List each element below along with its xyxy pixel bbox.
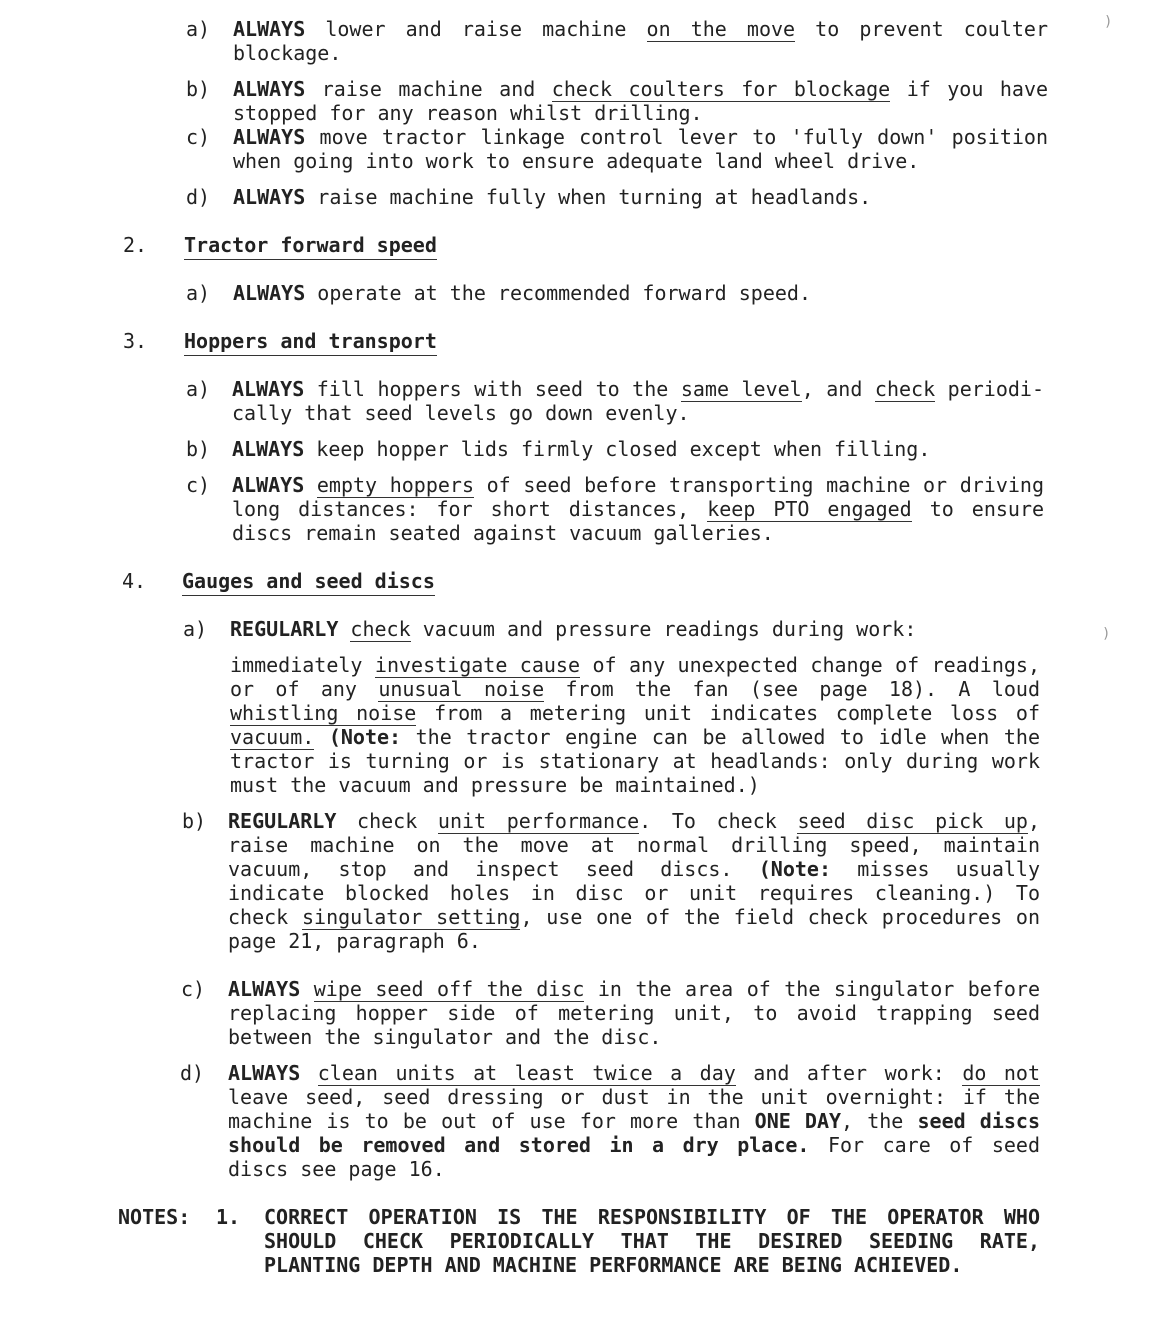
underlined-text: keep PTO engaged [707,497,912,521]
underlined-text: on the move [646,17,796,41]
lead-word: ALWAYS [233,17,306,41]
item-label: d) [186,185,211,209]
section-number: 4. [122,569,147,593]
underlined-text: clean units at least twice a day [317,1061,736,1085]
lead-word: REGULARLY [230,617,339,641]
underlined-text: wipe seed off the disc [313,977,585,1001]
item-label: a) [183,617,208,641]
item-label: a) [186,281,211,305]
notes-label: NOTES: [118,1205,191,1229]
underlined-text: singulator setting [302,905,521,929]
lead-word: ALWAYS [233,185,306,209]
underlined-text: check [350,617,411,641]
section-title: Gauges and seed discs [182,569,435,596]
section-title: Tractor forward speed [184,233,437,260]
underlined-text: do not [962,1061,1041,1085]
notes-number: 1. [216,1205,241,1229]
lead-word: ALWAYS [233,77,306,101]
item-label: a) [186,377,211,401]
margin-mark: ) [1102,626,1111,642]
underlined-text: check coulters for blockage [551,77,891,101]
underlined-text: unit performance [437,809,640,833]
item-label: b) [182,809,207,833]
underlined-text: check [874,377,936,401]
lead-word: REGULARLY [228,809,337,833]
underlined-text: empty hoppers [316,473,474,497]
item-label: c) [186,473,211,497]
manual-page: a) ALWAYS lower and raise machine on the move to prevent coulter blockage. b) ALWAYS raise machine and check coulters for blockage if you have stopped for any reason whilst drilling. c) ALWAYS move tractor linkage control lever to 'fully down' position when going into work to ensure adequate land wheel drive. d) ALWAYS raise machine fully when turning at headlands. 2. Tractor forward speed a) ALWAYS operate at the recommended forward speed. 3. Hoppers and transport a) ALWAYS fill hoppers with seed to the same level, and check periodi- cally that seed levels go down evenly. b) ALWAYS keep hopper lids firmly closed except when filling. c) ALWAYS empty hoppers of seed before transporting machine or driving long distances: for short distances, keep PTO engaged to ensure discs remain seated against vacuum galleries. 4. Gauges and seed discs a) REGULARLY check vacuum and pressure readings during work: immediately investigate cause of any unexpected change of readings, or of any unusual noise from the fan (see page 18). A loud whistling noise from a metering unit indicates complete loss of vacuum. (Note: the tractor engine can be allowed to idle when the tractor is turning or is stationary at headlands: only during work must the vacuum and pressure be maintained.) b) REGULARLY check unit performance. To check seed disc pick up, raise machine on the move at normal drilling speed, maintain vacuum, stop and inspect seed discs. (Note: misses usually indicate blocked holes in disc or unit requires cleaning.) To check singulator setting, use one of the field check procedures on page 21, paragraph 6. c) ALWAYS wipe seed off the disc in the area of the singulator before replacing hopper side of metering unit, to avoid trapping seed between the singulator and the disc. d) ALWAYS clean units at least twice a day and after work: do not leave seed, seed dressing or dust in the unit overnight: if the machine is to be out of use for more than ONE DAY, the seed discs should be removed and stored in a dry place. For care of seed discs see page 16. NOTES: 1. CORRECT OPERATION IS THE RESPONSIBILITY OF THE OPERATOR WHO SHOULD CHECK PERIODICALLY THAT THE DESIRED SEEDING RATE, PLANTING DEPTH AND MACHINE PERFORMANCE ARE BEING ACHIEVED. ) ) [0,0,1152,1320]
lead-word: ALWAYS [233,125,306,149]
item-label: b) [186,77,211,101]
item-label: b) [186,437,211,461]
underlined-text: same level [680,377,802,401]
lead-word: ALWAYS [228,977,301,1001]
section-number: 2. [123,233,148,257]
lead-word: ALWAYS [232,473,305,497]
underlined-text: investigate cause [374,653,581,677]
lead-word: ALWAYS [228,1061,301,1085]
underlined-text: unusual noise [378,677,545,701]
underlined-text: seed disc pick up [797,809,1028,833]
underlined-text: whistling noise [230,701,417,725]
item-label: c) [181,977,206,1001]
section-title: Hoppers and transport [184,329,437,356]
lead-word: ALWAYS [232,437,305,461]
margin-mark: ) [1104,14,1113,30]
section-number: 3. [123,329,148,353]
item-label: d) [180,1061,205,1085]
item-label: a) [186,17,211,41]
lead-word: ALWAYS [232,377,305,401]
item-label: c) [186,125,211,149]
lead-word: ALWAYS [233,281,306,305]
